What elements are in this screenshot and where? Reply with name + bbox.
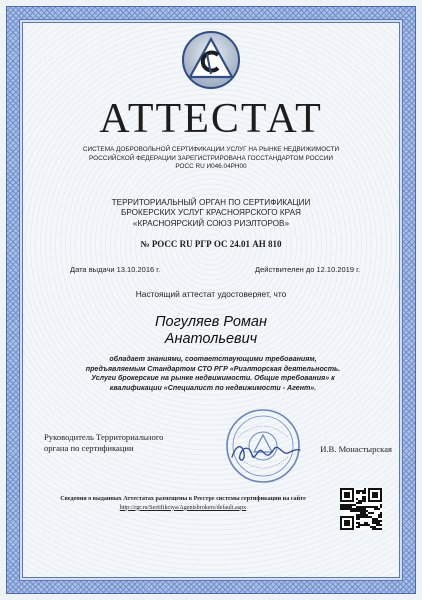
footer-note: Сведения о выданных Аттестатах размещены в Реестре системы сертификации на сайте — [60, 496, 306, 502]
signatory-name: И.В. Монастырская — [320, 444, 392, 454]
holder-name — [28, 314, 394, 348]
organ-line: БРОКЕРСКИХ УСЛУГ КРАСНОЯРСКОГО КРАЯ — [121, 208, 301, 218]
certificate-title: АТТЕСТАТ — [99, 96, 323, 142]
issue-date: Дата выдачи 13.10.2016 г. — [70, 265, 161, 274]
holder-name-line: Анатольевич — [164, 331, 258, 347]
handwritten-signature-icon — [228, 437, 303, 467]
registry-footer — [56, 495, 310, 512]
certifies-statement: Настоящий аттестат удостоверяет, что — [135, 289, 287, 299]
organ-line: «КРАСНОЯРСКИЙ СОЮЗ РИЭЛТОРОВ» — [132, 218, 290, 228]
system-line: РОССИЙСКОЙ ФЕДЕРАЦИИ ЗАРЕГИСТРИРОВАНА ГОССТАНДАРТОМ РОССИИ — [89, 154, 333, 162]
system-line: РОСС RU И046.04РН00 — [175, 163, 247, 171]
statement-line: обладает знаниями, соответствующими требованиям, — [109, 355, 317, 363]
statement-line: Услуги брокерские на рынке недвижимости. Общие требования» к — [91, 374, 335, 383]
certification-logo-icon — [181, 30, 241, 90]
system-line: СИСТЕМА ДОБРОВОЛЬНОЙ СЕРТИФИКАЦИИ УСЛУГ НА РЫНКЕ НЕДВИЖИМОСТИ — [82, 146, 340, 153]
statement-line: предъявляемым Стандартом СТО РГР «Риэлторская деятельность. — [85, 364, 341, 373]
statement-line: квалификации «Специалист по недвижимости - Агент». — [109, 383, 317, 392]
qr-code-icon — [340, 488, 382, 530]
signatory-title-line: органа по сертификации — [44, 443, 134, 453]
certificate-content — [28, 28, 394, 572]
certification-organ — [34, 198, 388, 229]
signatory-title-line: Руководитель Территориального — [44, 432, 164, 442]
valid-until-date: Действителен до 12.10.2019 г. — [255, 265, 360, 274]
holder-name-line: Погуляев Роман — [155, 314, 267, 330]
certification-system-info — [34, 146, 388, 172]
organ-line: ТЕРРИТОРИАЛЬНЫЙ ОРГАН ПО СЕРТИФИКАЦИИ — [111, 198, 311, 207]
registration-number: № РОСС RU РГР ОС 24.01 АН 810 — [140, 239, 282, 249]
registry-url-link[interactable]: http://rgr.ru/Sertifikciya/Agentsbrokers/default.aspx — [119, 504, 247, 511]
qualification-statement — [36, 355, 390, 393]
signatory-title — [44, 432, 163, 454]
